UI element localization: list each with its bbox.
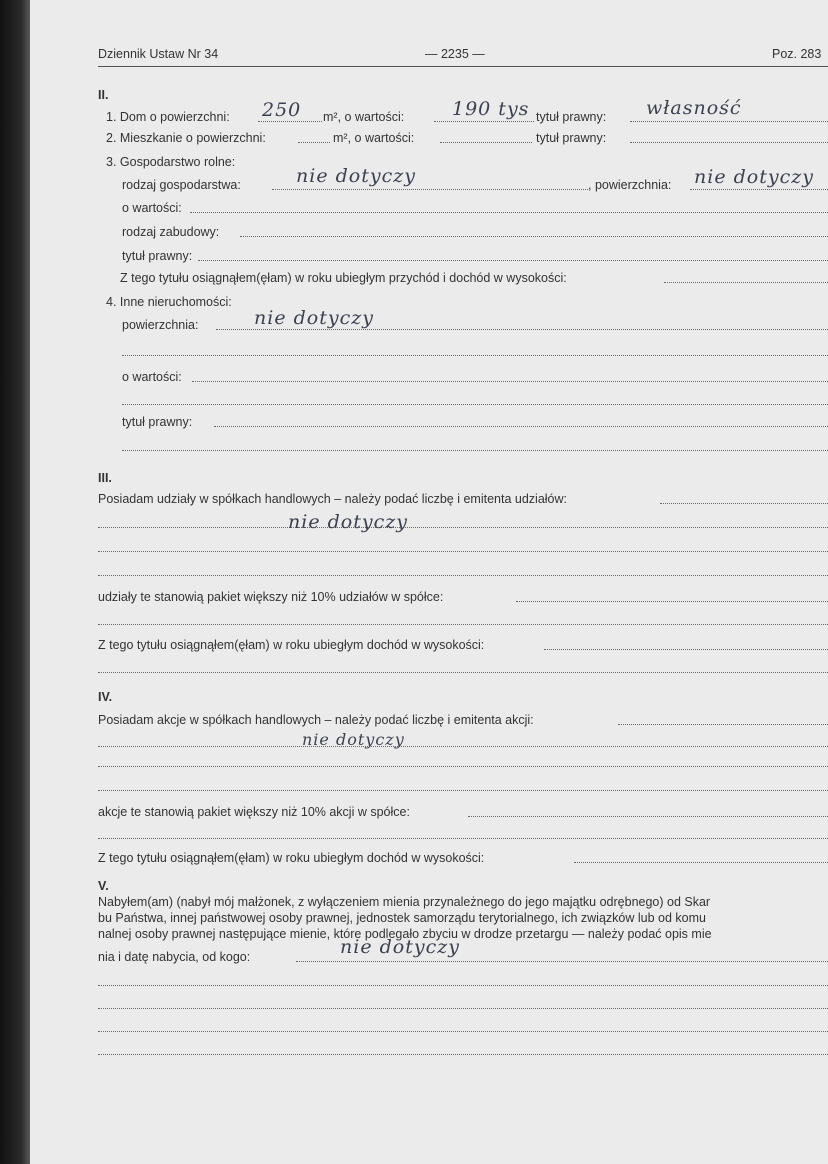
stocks-line-3 xyxy=(98,766,828,767)
acquisition-line-4 xyxy=(98,1031,828,1032)
section-ii-heading: II. xyxy=(98,88,109,102)
section-iii-heading: III. xyxy=(98,471,112,485)
acquisition-text-line-1: Nabyłem(am) (nabył mój małżonek, z wyłączeniem mienia przynależnego do jego majątku odrębnego) od Skar xyxy=(98,895,711,909)
flat-label: 2. Mieszkanie o powierzchni: xyxy=(106,131,266,145)
other-value-line xyxy=(192,381,828,382)
shares-label: Posiadam udziały w spółkach handlowych – należy podać liczbę i emitenta udziałów: xyxy=(98,492,568,506)
house-value-handwritten: 190 tys xyxy=(452,98,530,120)
stocks-income-label: Z tego tytułu osiągnąłem(ęłam) w roku ubiegłym dochód w wysokości: xyxy=(98,851,485,865)
shares-packet-label: udziały te stanowią pakiet większy niż 10% udziałów w spółce: xyxy=(98,590,444,604)
other-value-line-2 xyxy=(122,404,828,405)
stocks-line-4 xyxy=(98,790,828,791)
farm-buildings-label: rodzaj zabudowy: xyxy=(122,225,220,239)
house-area-handwritten: 250 xyxy=(262,99,302,121)
acquisition-line-2 xyxy=(98,985,828,986)
house-area-line xyxy=(258,121,322,122)
farm-area-label: , powierzchnia: xyxy=(588,178,672,192)
acquisition-line xyxy=(296,961,828,962)
stocks-income-line xyxy=(574,862,828,863)
stocks-label: Posiadam akcje w spółkach handlowych – należy podać liczbę i emitenta akcji: xyxy=(98,713,534,727)
farm-area-line xyxy=(690,189,828,190)
other-title-line-2 xyxy=(122,450,828,451)
other-area-label: powierzchnia: xyxy=(122,318,199,332)
farm-value-label: o wartości: xyxy=(122,201,182,215)
other-area-line xyxy=(216,329,828,330)
house-title-line xyxy=(630,121,828,122)
acquisition-line-3 xyxy=(98,1008,828,1009)
other-property-label: 4. Inne nieruchomości: xyxy=(106,295,232,309)
acquisition-text-line-4: nia i datę nabycia, od kogo: xyxy=(98,950,251,964)
shares-line-3 xyxy=(98,551,828,552)
farm-type-line xyxy=(272,189,588,190)
farm-type-label: rodzaj gospodarstwa: xyxy=(122,178,241,192)
journal-title: Dziennik Ustaw Nr 34 xyxy=(98,47,219,61)
house-title-handwritten: własność xyxy=(646,97,742,119)
stocks-packet-line-2 xyxy=(98,838,828,839)
acquisition-text-line-3: nalnej osoby prawnej następujące mienie, które podlegało zbyciu w drodze przetargu — należy podać opis mie xyxy=(98,927,712,941)
scan-edge-shadow xyxy=(0,0,30,1164)
stocks-packet-line xyxy=(468,816,828,817)
shares-line-2 xyxy=(98,527,828,528)
acquisition-line-5 xyxy=(98,1054,828,1055)
shares-packet-line-2 xyxy=(98,624,828,625)
shares-line-4 xyxy=(98,575,828,576)
farm-area-handwritten: nie dotyczy xyxy=(694,166,814,188)
farm-label: 3. Gospodarstwo rolne: xyxy=(106,155,236,169)
flat-value-line xyxy=(440,142,532,143)
farm-type-handwritten: nie dotyczy xyxy=(296,165,416,187)
shares-line xyxy=(660,503,828,504)
house-value-label: m², o wartości: xyxy=(323,110,405,124)
farm-title-label: tytuł prawny: xyxy=(122,249,193,263)
farm-value-line xyxy=(190,212,828,213)
section-iv-heading: IV. xyxy=(98,690,113,704)
stocks-packet-label: akcje te stanowią pakiet większy niż 10% akcji w spółce: xyxy=(98,805,410,819)
farm-title-line xyxy=(198,260,828,261)
farm-income-line xyxy=(664,282,828,283)
shares-income-line-2 xyxy=(98,672,828,673)
position-number: Poz. 283 xyxy=(772,47,822,61)
stocks-handwritten: nie dotyczy xyxy=(302,730,405,749)
stocks-line xyxy=(618,724,828,725)
flat-area-line xyxy=(298,142,330,143)
other-title-label: tytuł prawny: xyxy=(122,415,193,429)
header-rule xyxy=(98,66,828,67)
other-area-handwritten: nie dotyczy xyxy=(254,307,374,329)
flat-value-label: m², o wartości: xyxy=(333,131,415,145)
house-title-label: tytuł prawny: xyxy=(536,110,607,124)
other-title-line xyxy=(214,426,828,427)
shares-income-line xyxy=(544,649,828,650)
house-label: 1. Dom o powierzchni: xyxy=(106,110,230,124)
farm-income-label: Z tego tytułu osiągnąłem(ęłam) w roku ubiegłym przychód i dochód w wysokości: xyxy=(120,271,567,285)
acquisition-handwritten: nie dotyczy xyxy=(340,936,460,958)
other-value-label: o wartości: xyxy=(122,370,182,384)
section-v-heading: V. xyxy=(98,879,109,893)
acquisition-text-line-2: bu Państwa, innej państwowej osoby prawnej, jednostek samorządu terytorialnego, ich związków lub od komu xyxy=(98,911,706,925)
page-number: — 2235 — xyxy=(425,47,485,61)
farm-buildings-line xyxy=(240,236,828,237)
house-value-line xyxy=(434,121,534,122)
other-area-line-2 xyxy=(122,355,828,356)
shares-income-label: Z tego tytułu osiągnąłem(ęłam) w roku ubiegłym dochód w wysokości: xyxy=(98,638,485,652)
shares-packet-line xyxy=(516,601,828,602)
flat-title-line xyxy=(630,142,828,143)
shares-handwritten: nie dotyczy xyxy=(288,511,408,533)
stocks-line-2 xyxy=(98,746,828,747)
flat-title-label: tytuł prawny: xyxy=(536,131,607,145)
